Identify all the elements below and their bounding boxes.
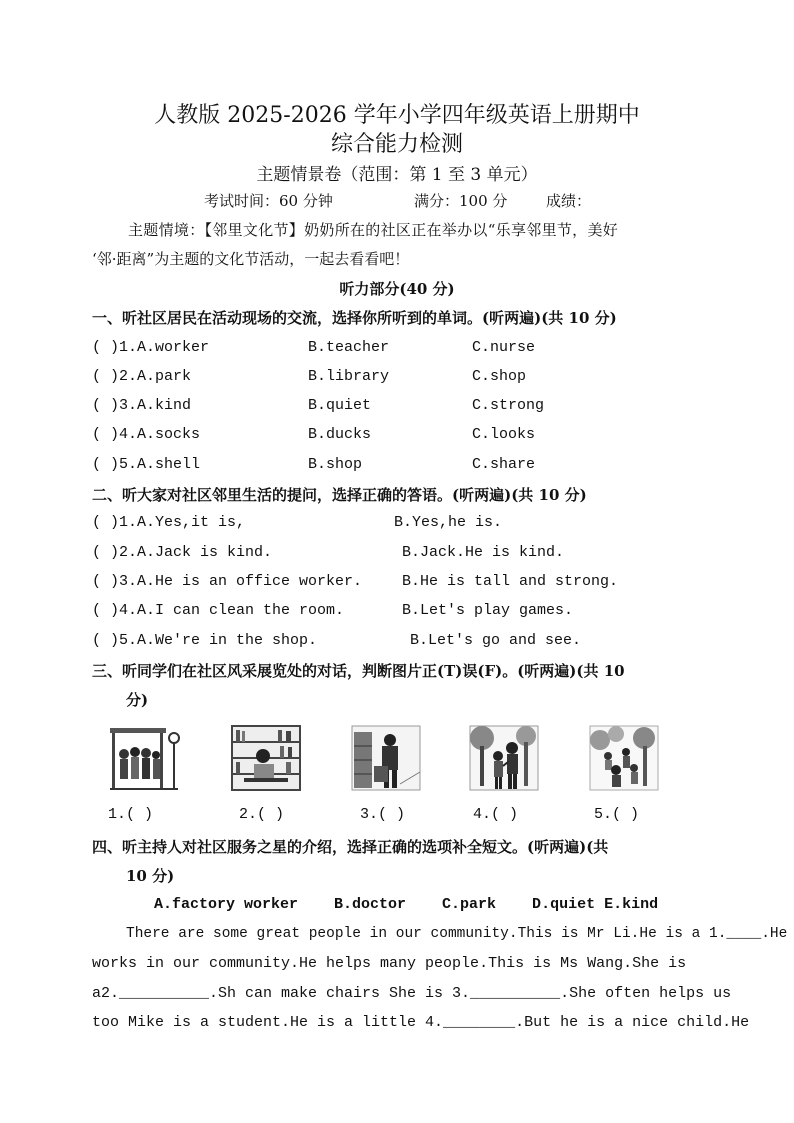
s2-q5-b[interactable]: B.Let's go and see.	[410, 632, 582, 649]
shop-picture	[350, 722, 422, 796]
section2-heading: 二、听大家对社区邻里生活的提问，选择正确的答语。(听两遍)(共 10 分)	[92, 486, 587, 504]
s1-q1-b[interactable]: B.teacher	[308, 339, 390, 356]
intro-line2: ‘邻·距离”为主题的文化节活动，一起去看看吧！	[92, 250, 410, 268]
picture-2-answer[interactable]: 2.( )	[239, 806, 285, 823]
passage-line-1: There are some great people in our community.This is Mr Li.He is a 1.____.He	[126, 926, 788, 942]
s1-q3-b[interactable]: B.quiet	[308, 397, 372, 414]
s1-q2-c[interactable]: C.shop	[472, 368, 527, 385]
s2-q2-a[interactable]: ( )2.A.Jack is kind.	[92, 544, 273, 561]
section1-heading: 一、听社区居民在活动现场的交流，选择你所听到的单词。(听两遍)(共 10 分)	[92, 309, 617, 327]
passage-line-3: a2.__________.Sh can make chairs She is 3.__________.She often helps us	[92, 985, 732, 1002]
picture-3-answer[interactable]: 3.( )	[360, 806, 406, 823]
page-title-line2: 综合能力检测	[330, 132, 463, 157]
s2-q5-a[interactable]: ( )5.A.We're in the shop.	[92, 632, 318, 649]
full-score: 满分：100 分	[414, 192, 508, 210]
park-picture	[468, 722, 540, 796]
options-list: A.factory worker B.doctor C.park D.quiet E.kind	[154, 896, 659, 913]
s1-q2-b[interactable]: B.library	[308, 368, 390, 385]
s1-q2-a[interactable]: ( )2.A.park	[92, 368, 192, 385]
s1-q5-b[interactable]: B.shop	[308, 456, 363, 473]
intro-line1: 主题情境：【邻里文化节】奶奶所在的社区正在举办以“乐享邻里节，美好	[128, 221, 619, 239]
s1-q5-a[interactable]: ( )5.A.shell	[92, 456, 201, 473]
listening-heading: 听力部分(40 分)	[339, 280, 455, 298]
s1-q3-a[interactable]: ( )3.A.kind	[92, 397, 192, 414]
section3-heading: 三、听同学们在社区风采展览处的对话，判断图片正(T)误(F)。(听两遍)(共 10	[92, 662, 625, 680]
passage-line-2: works in our community.He helps many people.This is Ms Wang.She is	[92, 955, 687, 972]
s2-q1-a[interactable]: ( )1.A.Yes,it is,	[92, 514, 246, 531]
s1-q3-c[interactable]: C.strong	[472, 397, 545, 414]
s1-q4-c[interactable]: C.looks	[472, 426, 536, 443]
picture-5-answer[interactable]: 5.( )	[594, 806, 640, 823]
library-picture	[230, 722, 302, 796]
s2-q4-b[interactable]: B.Let's play games.	[402, 602, 574, 619]
s1-q1-c[interactable]: C.nurse	[472, 339, 536, 356]
score-field[interactable]: 成绩：	[546, 192, 592, 210]
s2-q1-b[interactable]: B.Yes,he is.	[394, 514, 503, 531]
s1-q1-a[interactable]: ( )1.A.worker	[92, 339, 210, 356]
subtitle: 主题情景卷（范围：第 1 至 3 单元）	[256, 165, 538, 185]
s1-q4-b[interactable]: B.ducks	[308, 426, 372, 443]
section4-heading-cont: 10 分)	[126, 867, 175, 885]
s2-q3-b[interactable]: B.He is tall and strong.	[402, 573, 619, 590]
section4-heading: 四、听主持人对社区服务之星的介绍，选择正确的选项补全短文。(听两遍)(共	[92, 838, 609, 856]
s1-q4-a[interactable]: ( )4.A.socks	[92, 426, 201, 443]
page-title: 人教版 2025-2026 学年小学四年级英语上册期中	[154, 103, 640, 128]
s2-q2-b[interactable]: B.Jack.He is kind.	[402, 544, 565, 561]
exam-time: 考试时间：60 分钟	[204, 192, 333, 210]
playground-picture	[588, 722, 660, 796]
picture-4-answer[interactable]: 4.( )	[473, 806, 519, 823]
picture-1-answer[interactable]: 1.( )	[108, 806, 154, 823]
passage-line-4: too Mike is a student.He is a little 4.________.But he is a nice child.He	[92, 1014, 750, 1031]
section3-heading-cont: 分)	[126, 691, 149, 709]
s2-q4-a[interactable]: ( )4.A.I can clean the room.	[92, 602, 345, 619]
s2-q3-a[interactable]: ( )3.A.He is an office worker.	[92, 573, 363, 590]
bus-stop-picture	[108, 722, 180, 796]
s1-q5-c[interactable]: C.share	[472, 456, 536, 473]
